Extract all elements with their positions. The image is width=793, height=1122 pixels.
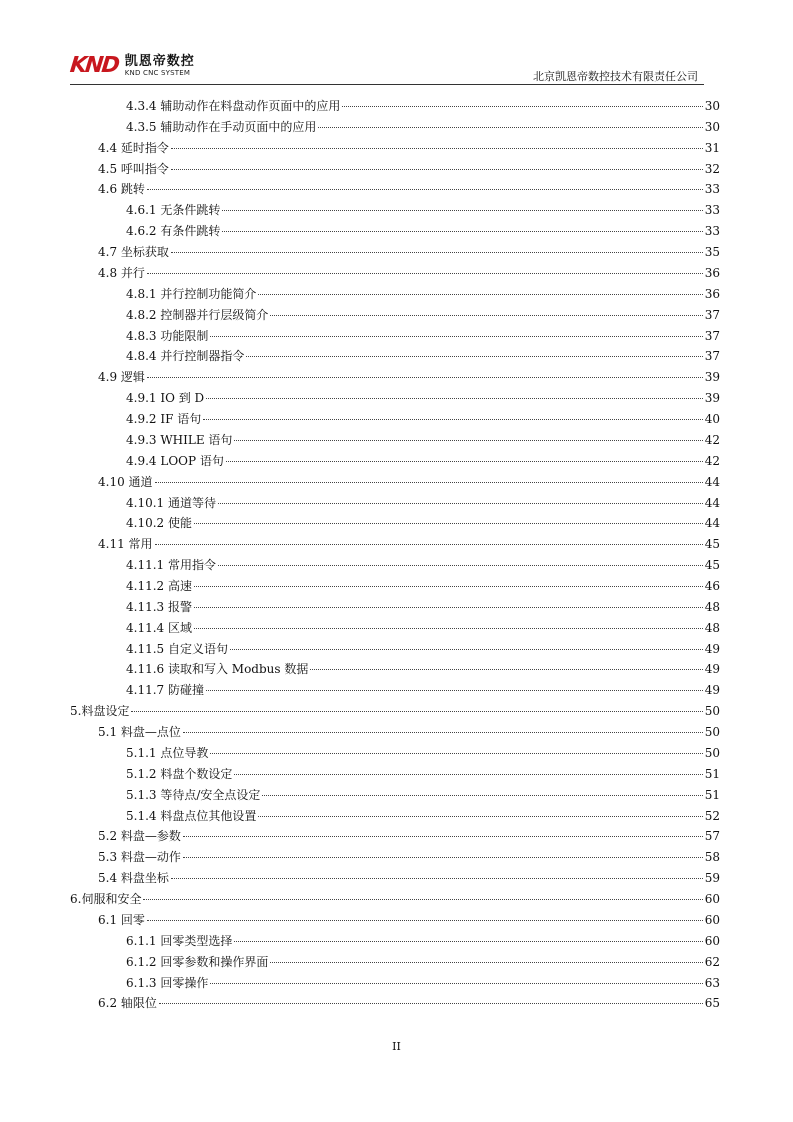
toc-entry-page: 48 <box>704 620 720 635</box>
toc-leader-dots <box>222 209 702 211</box>
toc-entry-page: 45 <box>704 558 720 573</box>
toc-leader-dots <box>318 126 702 128</box>
toc-entry[interactable] <box>126 409 720 429</box>
toc-entry-page: 40 <box>704 412 720 427</box>
toc-entry-page: 31 <box>704 140 720 155</box>
company-logo <box>70 55 195 81</box>
toc-entry-page: 37 <box>704 307 720 322</box>
toc-entry[interactable] <box>98 159 720 179</box>
toc-leader-dots <box>171 877 703 879</box>
toc-leader-dots <box>222 230 702 232</box>
toc-leader-dots <box>194 585 703 587</box>
toc-leader-dots <box>194 627 703 629</box>
toc-entry-page: 37 <box>704 349 720 364</box>
toc-entry-title: 5.1 料盘—点位 <box>98 725 181 740</box>
toc-entry-title: 4.9.3 WHILE 语句 <box>126 432 233 447</box>
toc-entry[interactable] <box>126 200 720 220</box>
toc-entry[interactable] <box>126 346 720 366</box>
toc-entry-page: 30 <box>704 119 720 134</box>
toc-leader-dots <box>234 439 702 441</box>
toc-entry[interactable] <box>98 534 720 554</box>
toc-entry[interactable] <box>126 639 720 659</box>
toc-entry-title: 5.3 料盘—动作 <box>98 850 181 865</box>
toc-entry[interactable] <box>98 847 720 867</box>
toc-leader-dots <box>226 460 703 462</box>
toc-entry-page: 58 <box>704 850 720 865</box>
toc-entry-page: 33 <box>704 203 720 218</box>
toc-entry-title: 6.1 回零 <box>98 912 145 927</box>
toc-entry-title: 4.9.2 IF 语句 <box>126 412 202 427</box>
toc-entry[interactable] <box>98 722 720 742</box>
toc-entry-page: 60 <box>704 892 720 907</box>
toc-leader-dots <box>218 564 703 566</box>
toc-entry-title: 5.2 料盘—参数 <box>98 829 181 844</box>
toc-leader-dots <box>258 815 702 817</box>
toc-entry-page: 44 <box>704 495 720 510</box>
toc-entry[interactable] <box>126 493 720 513</box>
toc-leader-dots <box>147 272 703 274</box>
toc-leader-dots <box>155 543 703 545</box>
toc-leader-dots <box>203 418 702 420</box>
logo-chinese-name: 凯恩帝数控 <box>124 54 195 69</box>
toc-entry-page: 42 <box>704 453 720 468</box>
toc-entry[interactable] <box>98 868 720 888</box>
toc-entry[interactable] <box>98 993 720 1013</box>
toc-entry-title: 5.4 料盘坐标 <box>98 871 169 886</box>
toc-entry-page: 39 <box>704 370 720 385</box>
toc-entry[interactable] <box>126 931 720 951</box>
toc-entry-page: 44 <box>704 516 720 531</box>
toc-leader-dots <box>270 314 702 316</box>
toc-entry-page: 46 <box>704 579 720 593</box>
toc-entry-page: 39 <box>704 391 720 406</box>
toc-entry[interactable] <box>126 618 720 638</box>
toc-leader-dots <box>342 105 702 107</box>
toc-leader-dots <box>262 794 702 796</box>
toc-entry[interactable] <box>126 555 720 575</box>
toc-leader-dots <box>218 502 703 504</box>
toc-entry[interactable] <box>126 806 720 826</box>
toc-entry-title: 6.1.1 回零类型选择 <box>126 933 233 948</box>
toc-entry-title: 4.10 通道 <box>98 474 153 489</box>
toc-leader-dots <box>310 668 702 670</box>
toc-entry-page: 49 <box>704 641 720 656</box>
toc-leader-dots <box>171 147 703 149</box>
toc-entry-page: 42 <box>704 432 720 447</box>
toc-entry-page: 51 <box>704 787 720 802</box>
toc-entry-page: 59 <box>704 871 720 886</box>
toc-entry-page: 65 <box>704 996 720 1011</box>
toc-entry-title: 6.伺服和安全 <box>70 892 142 907</box>
toc-entry-title: 4.11 常用 <box>98 537 153 552</box>
toc-entry[interactable] <box>126 764 720 784</box>
toc-entry-page: 36 <box>704 265 720 280</box>
toc-leader-dots <box>194 522 703 524</box>
page-number: II <box>392 1040 401 1053</box>
toc-entry-page: 49 <box>704 662 720 677</box>
toc-entry-page: 50 <box>704 745 720 760</box>
toc-entry[interactable] <box>126 221 720 241</box>
toc-leader-dots <box>210 335 702 337</box>
toc-entry-title: 6.2 轴限位 <box>98 996 157 1011</box>
toc-entry-title: 4.8.3 功能限制 <box>126 328 209 343</box>
toc-entry-page: 37 <box>704 328 720 343</box>
toc-leader-dots <box>258 293 702 295</box>
toc-entry[interactable] <box>70 701 720 721</box>
toc-entry-page: 32 <box>704 161 720 176</box>
toc-leader-dots <box>234 773 702 775</box>
toc-entry-title: 5.1.4 料盘点位其他设置 <box>126 808 257 823</box>
toc-entry[interactable] <box>126 952 720 972</box>
toc-leader-dots <box>171 168 703 170</box>
toc-entry-page: 63 <box>704 975 720 990</box>
toc-entry[interactable] <box>98 826 720 846</box>
toc-entry[interactable] <box>126 388 720 408</box>
toc-entry-page: 51 <box>704 766 720 781</box>
toc-entry-page: 44 <box>704 474 720 489</box>
toc-entry-title: 4.6.2 有条件跳转 <box>126 224 221 239</box>
toc-entry[interactable] <box>126 305 720 325</box>
toc-entry[interactable] <box>126 117 720 137</box>
toc-entry[interactable] <box>126 785 720 805</box>
toc-entry-title: 5.1.3 等待点/安全点设定 <box>126 787 261 802</box>
toc-entry-title: 4.11.3 报警 <box>126 599 192 614</box>
toc-entry-title: 4.6.1 无条件跳转 <box>126 203 221 218</box>
toc-entry[interactable] <box>126 973 720 993</box>
toc-entry[interactable] <box>126 743 720 763</box>
toc-leader-dots <box>210 982 702 984</box>
toc-entry-title: 5.1.1 点位导教 <box>126 745 209 760</box>
toc-leader-dots <box>194 606 703 608</box>
toc-leader-dots <box>147 376 703 378</box>
toc-leader-dots <box>159 1002 703 1004</box>
toc-leader-dots <box>183 731 703 733</box>
toc-entry-page: 62 <box>704 954 720 969</box>
toc-entry[interactable] <box>126 680 720 700</box>
toc-entry-page: 52 <box>704 808 720 823</box>
toc-entry[interactable] <box>126 597 720 617</box>
toc-entry-title: 6.1.2 回零参数和操作界面 <box>126 954 269 969</box>
toc-leader-dots <box>234 940 702 942</box>
toc-entry-title: 4.8 并行 <box>98 265 145 280</box>
toc-entry-title: 4.10.1 通道等待 <box>126 495 216 510</box>
toc-entry-title: 4.11.4 区域 <box>126 620 192 635</box>
toc-entry[interactable] <box>98 367 720 387</box>
toc-entry[interactable] <box>98 179 720 199</box>
toc-entry[interactable] <box>126 326 720 346</box>
toc-entry-page: 60 <box>704 912 720 927</box>
toc-entry-title: 4.5 呼叫指令 <box>98 161 169 176</box>
toc-entry-title: 6.1.3 回零操作 <box>126 975 209 990</box>
toc-entry-title: 4.11.7 防碰撞 <box>126 683 204 698</box>
toc-entry-page: 45 <box>704 537 720 552</box>
toc-entry[interactable] <box>126 513 720 533</box>
toc-leader-dots <box>131 710 702 712</box>
toc-entry-title: 4.8.2 控制器并行层级简介 <box>126 307 269 322</box>
toc-entry-title: 5.1.2 料盘个数设定 <box>126 766 233 781</box>
toc-entry-title: 5.料盘设定 <box>70 704 130 719</box>
toc-entry-title: 4.11.5 自定义语句 <box>126 641 228 656</box>
toc-entry[interactable] <box>126 284 720 304</box>
toc-leader-dots <box>143 898 702 900</box>
toc-entry-title: 4.9.4 LOOP 语句 <box>126 453 224 468</box>
toc-entry[interactable] <box>126 96 720 116</box>
toc-entry-title: 4.9.1 IO 到 D <box>126 391 205 406</box>
toc-leader-dots <box>270 961 702 963</box>
page-header <box>70 54 704 85</box>
toc-leader-dots <box>171 251 703 253</box>
toc-entry[interactable] <box>70 889 720 909</box>
toc-leader-dots <box>183 856 703 858</box>
toc-leader-dots <box>230 648 703 650</box>
toc-entry-title: 4.11.2 高速 <box>126 579 192 593</box>
toc-entry-page: 49 <box>704 683 720 698</box>
logo-mark: KND <box>68 53 120 78</box>
toc-entry-page: 48 <box>704 599 720 614</box>
toc-entry-page: 35 <box>704 245 720 260</box>
company-name: 北京凯恩帝数控技术有限责任公司 <box>533 70 698 83</box>
toc-entry-title: 4.3.5 辅助动作在手动页面中的应用 <box>126 119 317 134</box>
toc-entry-title: 4.6 跳转 <box>98 182 145 197</box>
toc-leader-dots <box>147 919 703 921</box>
toc-entry[interactable] <box>98 138 720 158</box>
toc-entry-page: 33 <box>704 224 720 239</box>
toc-entry-title: 4.7 坐标获取 <box>98 245 169 260</box>
toc-entry-title: 4.4 延时指令 <box>98 140 169 155</box>
toc-leader-dots <box>183 835 703 837</box>
logo-text <box>125 55 195 78</box>
toc-leader-dots <box>210 752 702 754</box>
toc-entry[interactable] <box>98 910 720 930</box>
toc-entry[interactable] <box>98 263 720 283</box>
toc-entry-title: 4.11.6 读取和写入 Modbus 数据 <box>126 662 309 677</box>
toc-entry-title: 4.3.4 辅助动作在料盘动作页面中的应用 <box>126 99 341 113</box>
toc-entry-title: 4.9 逻辑 <box>98 370 145 385</box>
toc-leader-dots <box>147 188 703 190</box>
toc-entry-title: 4.10.2 使能 <box>126 516 192 531</box>
toc-entry-page: 60 <box>704 933 720 948</box>
toc-leader-dots <box>246 355 702 357</box>
toc-leader-dots <box>206 689 703 691</box>
toc-entry-page: 36 <box>704 286 720 301</box>
toc-entry[interactable] <box>98 472 720 492</box>
toc-entry-page: 50 <box>704 704 720 719</box>
toc-entry-page: 33 <box>704 182 720 197</box>
toc-entry-page: 57 <box>704 829 720 844</box>
toc-leader-dots <box>155 481 703 483</box>
toc-entry-page: 50 <box>704 725 720 740</box>
toc-leader-dots <box>206 397 703 399</box>
toc-entry[interactable] <box>126 430 720 450</box>
toc-entry-page: 30 <box>704 99 720 113</box>
toc-entry[interactable] <box>126 576 720 596</box>
toc-entry[interactable] <box>98 242 720 262</box>
toc-entry[interactable] <box>126 451 720 471</box>
toc-entry-title: 4.8.1 并行控制功能简介 <box>126 286 257 301</box>
toc-entry[interactable] <box>126 659 720 679</box>
logo-english-name: KND CNC SYSTEM <box>124 69 191 77</box>
toc-entry-title: 4.8.4 并行控制器指令 <box>126 349 245 364</box>
toc-entry-title: 4.11.1 常用指令 <box>126 558 216 573</box>
